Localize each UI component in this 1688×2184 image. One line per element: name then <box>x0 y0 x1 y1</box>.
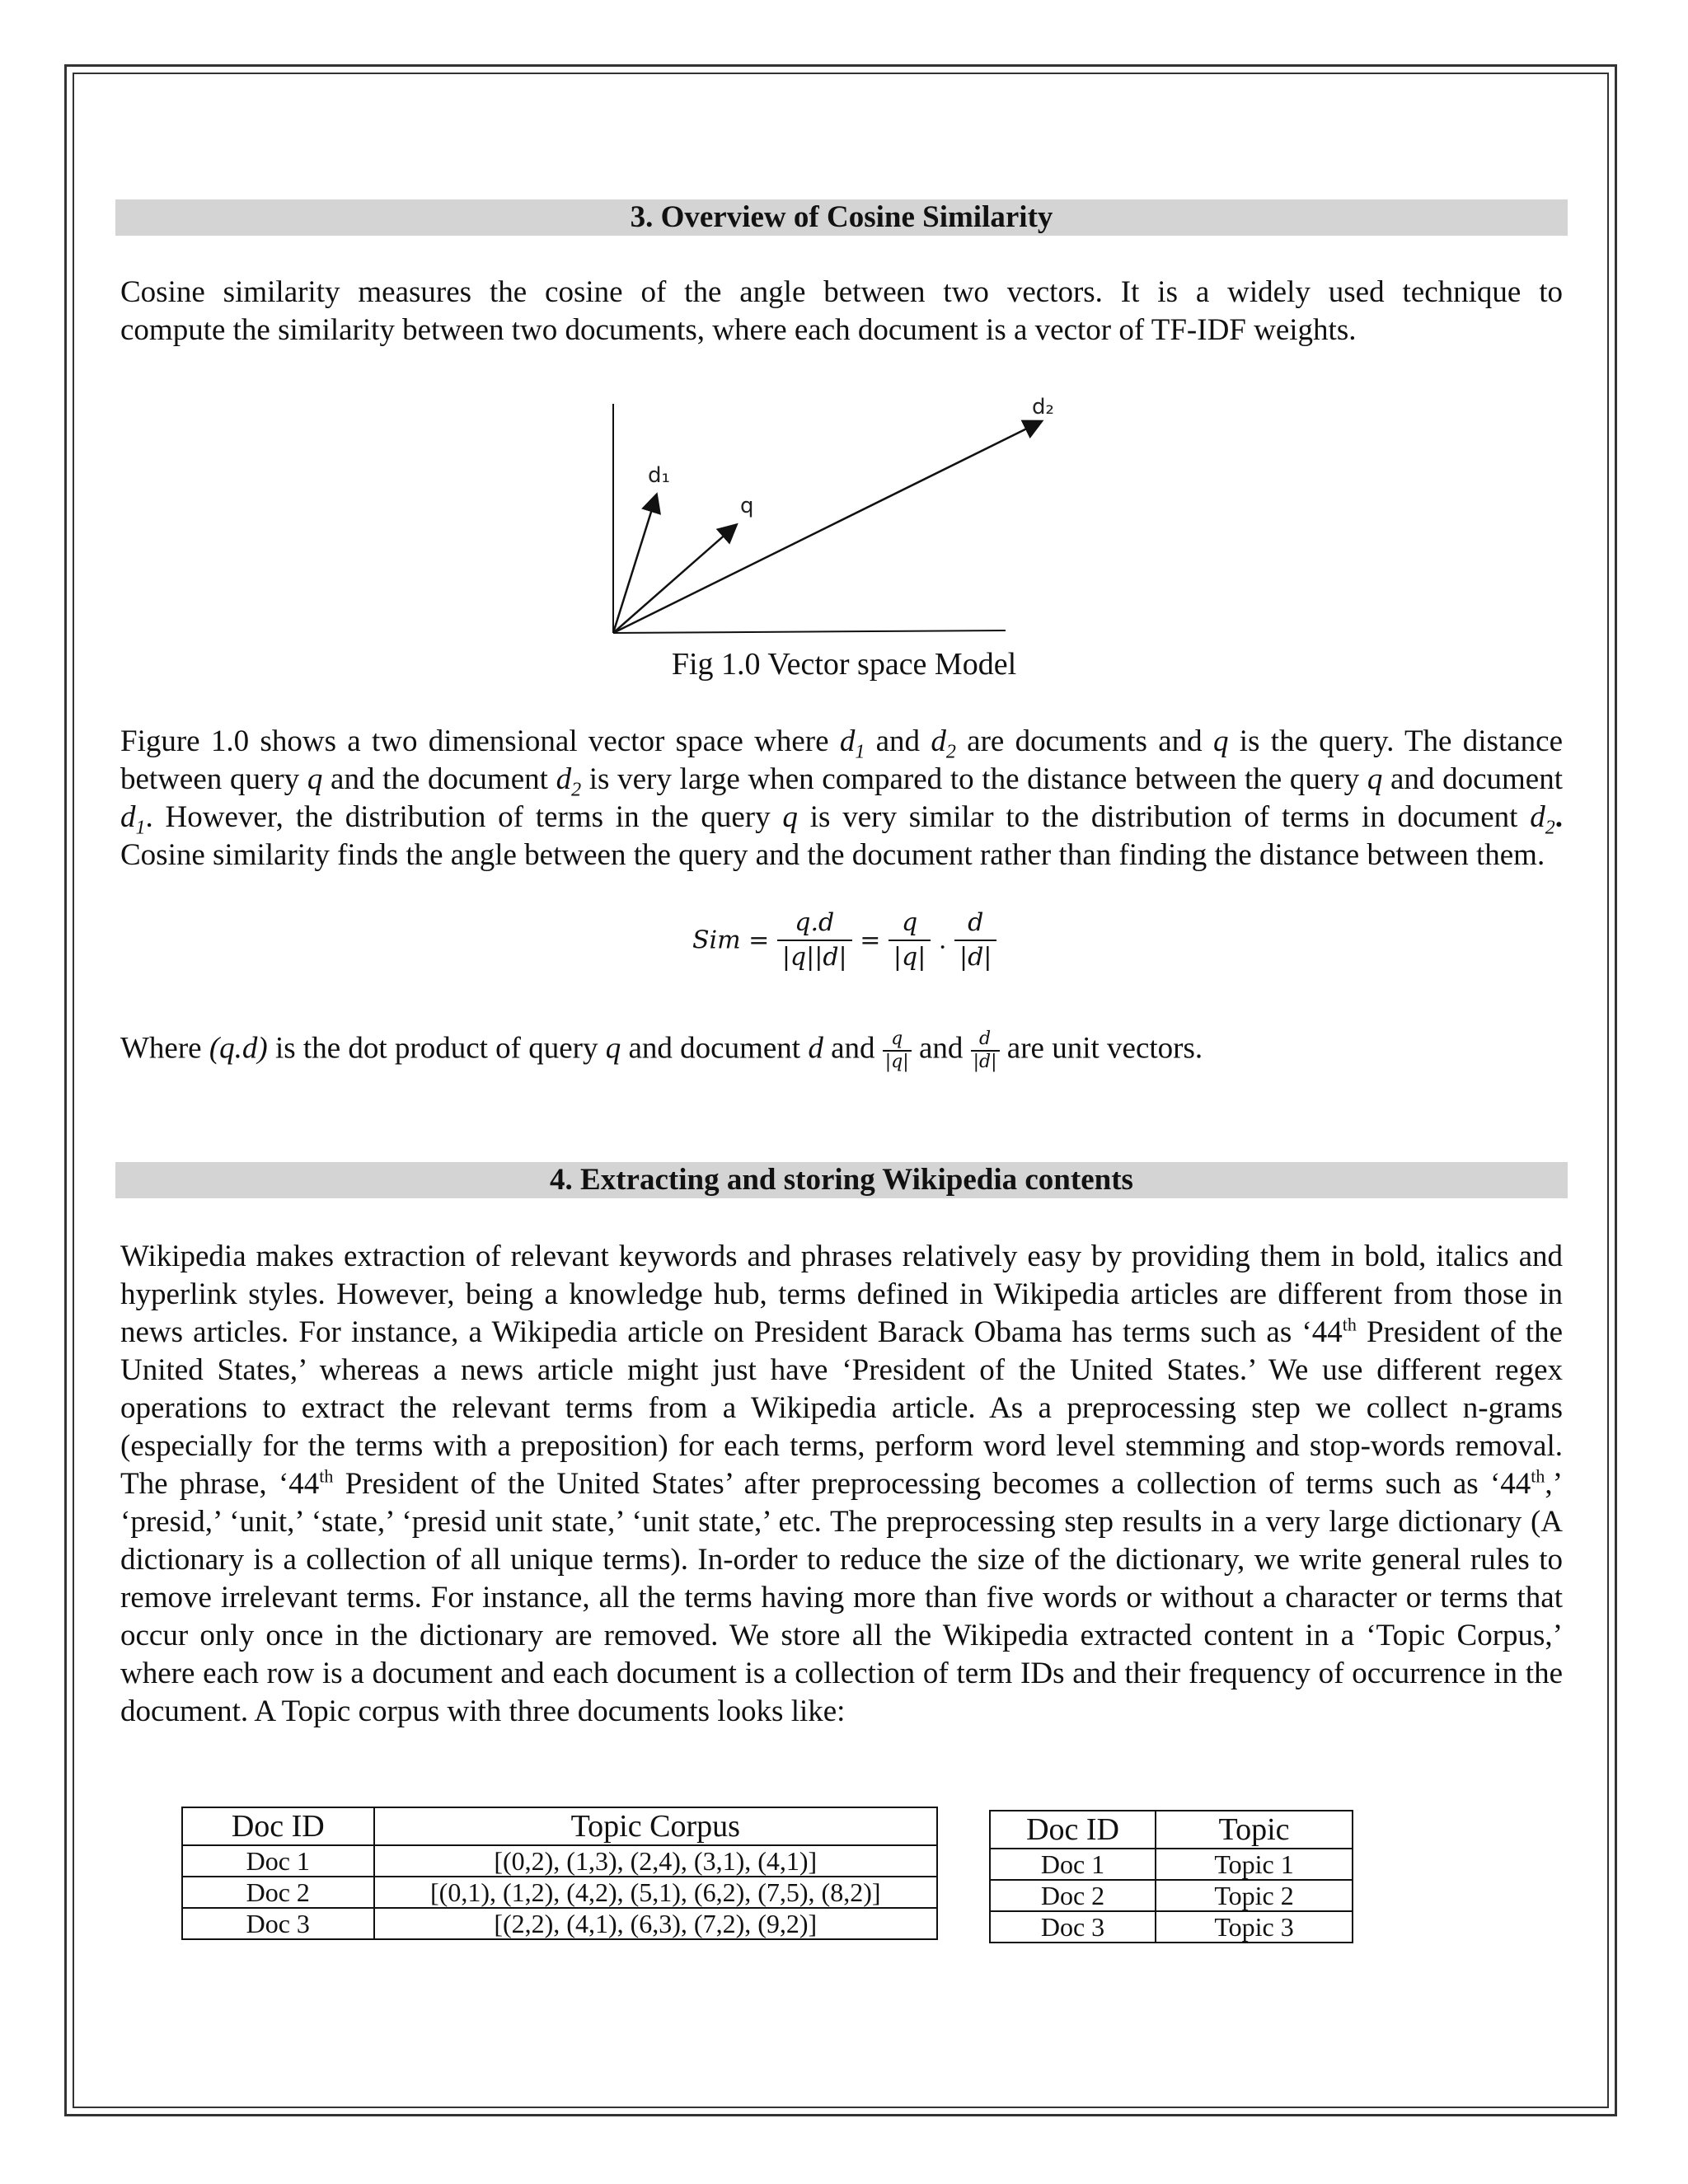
superscript: th <box>319 1465 334 1487</box>
subscript: 2 <box>571 779 582 801</box>
table-row <box>182 1845 937 1877</box>
table-cell: Doc 2 <box>182 1877 374 1908</box>
page-border-inner <box>73 73 1609 2108</box>
text: and <box>823 1031 883 1066</box>
x-axis <box>613 630 1006 633</box>
subscript: 1 <box>135 817 146 839</box>
math-d: d <box>556 762 572 796</box>
unit-vector-d <box>971 1029 1000 1073</box>
table-cell: Doc 1 <box>990 1849 1156 1880</box>
table-cell: Topic 1 <box>1156 1849 1353 1880</box>
text: ,’ ‘presid,’ ‘unit,’ ‘state,’ ‘presid unit state,’ ‘unit state,’ etc. The preprocessing step results in a very large dictionary (A dictionary is a collection of all unique terms). In-order to reduce the size of the dictionary, we write general rules to remove irrelevant terms. For instance, all the terms having more than five words or without a character or terms that occur only once in the dictionary are removed. We store all the Wikipedia extracted content in a ‘Topic Corpus,’ where each row is a document and each document is a collection of term IDs and their frequency of occurrence in the document. A Topic corpus with three documents looks like: <box>120 1467 1563 1728</box>
numerator: d <box>971 1029 1000 1052</box>
table-cell: [(0,2), (1,3), (2,4), (3,1), (4,1)] <box>374 1845 937 1877</box>
figure-caption: Fig 1.0 Vector space Model <box>671 647 1017 682</box>
fraction-d-over-norm <box>954 907 996 974</box>
column-header: Doc ID <box>990 1811 1156 1849</box>
denominator: |q| <box>884 1052 909 1072</box>
text: are unit vectors. <box>999 1031 1203 1066</box>
topic-table <box>989 1810 1353 1943</box>
formula-lhs: Sim = <box>692 926 770 955</box>
intro-paragraph <box>120 274 1563 349</box>
column-header: Topic <box>1156 1811 1353 1849</box>
table-cell: [(0,1), (1,2), (4,2), (5,1), (6,2), (7,5), (8,2)] <box>374 1877 937 1908</box>
math-d: d <box>808 1031 823 1066</box>
intro-line-2: compute the similarity between two documents, where each document is a vector of TF-IDF weights. <box>120 313 1357 347</box>
text: and <box>865 724 931 758</box>
denominator: |q||d| <box>781 943 847 972</box>
label-d1: d₁ <box>648 463 670 488</box>
denominator: |d| <box>973 1052 997 1072</box>
denominator: |d| <box>959 943 992 972</box>
text: . However, the distribution of terms in the query <box>145 800 783 834</box>
unit-vector-q <box>883 1029 912 1073</box>
table-header-row <box>182 1807 937 1845</box>
subscript: 2 <box>1545 817 1555 839</box>
numerator: q.d <box>777 907 852 941</box>
vector-d1 <box>613 496 656 633</box>
text: are documents and <box>955 724 1213 758</box>
math-q: q <box>1367 762 1383 796</box>
math-q: q <box>1212 724 1229 758</box>
table-cell: Topic 2 <box>1156 1880 1353 1911</box>
numerator: d <box>954 907 996 941</box>
table-cell: Doc 2 <box>990 1880 1156 1911</box>
table-cell: Doc 1 <box>182 1845 374 1877</box>
column-header: Topic Corpus <box>374 1807 937 1845</box>
label-d2: d₂ <box>1032 395 1054 419</box>
table-row <box>990 1911 1353 1943</box>
numerator: q <box>889 907 931 941</box>
fraction-qd-over-norms <box>777 907 852 974</box>
text: is the query. The distance between query <box>120 724 1563 796</box>
text: Figure 1.0 shows a two dimensional vector space where <box>120 724 840 758</box>
table-row <box>990 1849 1353 1880</box>
math-q: q <box>782 800 798 834</box>
denominator: |q| <box>893 943 926 972</box>
subscript: 1 <box>855 741 865 763</box>
text: Where <box>120 1031 209 1066</box>
math-d: d <box>839 724 856 758</box>
table-row <box>182 1877 937 1908</box>
table-header-row <box>990 1811 1353 1849</box>
vector-space-figure <box>577 387 1088 643</box>
bold-period: . <box>1554 800 1563 834</box>
text: and the document <box>322 762 556 796</box>
vector-q <box>613 526 735 633</box>
numerator: q <box>883 1029 912 1052</box>
table-cell: Doc 3 <box>990 1911 1156 1943</box>
math-q: q <box>307 762 323 796</box>
vector-d2 <box>613 422 1040 633</box>
table-cell: Topic 3 <box>1156 1911 1353 1943</box>
math-d: d <box>120 800 136 834</box>
math-q: q <box>605 1031 621 1066</box>
text: Cosine similarity finds the angle between the query and the document rather than finding the distance between them. <box>120 838 1545 872</box>
equals-sign: = <box>860 926 881 955</box>
text: President of the United States,’ whereas a news article might just have ‘President of the United States.’ We use different regex operations to extract the relevant terms from a Wikipedia article. As a preprocessing step we collect n-grams (especially for the terms with a preposition) for each terms, perform word level stemming and stop-words removal. The phrase, ‘44 <box>120 1315 1563 1501</box>
text: President of the United States’ after preprocessing becomes a collection of terms such as ‘44 <box>333 1467 1531 1501</box>
text: Wikipedia makes extraction of relevant keywords and phrases relatively easy by providing them in bold, italics and hyperlink styles. However, being a knowledge hub, terms defined in Wikipedia articles are different from those in news articles. For instance, a Wikipedia article on President Barack Obama has terms such as ‘44 <box>120 1240 1563 1349</box>
fraction-q-over-norm <box>889 907 931 974</box>
explanation-paragraph <box>120 723 1563 874</box>
table-cell: Doc 3 <box>182 1908 374 1939</box>
math-d: d <box>931 724 946 758</box>
table-cell: [(2,2), (4,1), (6,3), (7,2), (9,2)] <box>374 1908 937 1939</box>
superscript: th <box>1531 1465 1545 1487</box>
math-qd: (q.d) <box>209 1031 268 1066</box>
label-q: q <box>740 494 754 518</box>
math-d: d <box>1530 800 1545 834</box>
section-3-heading: 3. Overview of Cosine Similarity <box>115 199 1568 236</box>
where-line <box>120 1029 1563 1078</box>
topic-corpus-table <box>181 1807 938 1940</box>
wikipedia-paragraph <box>120 1238 1563 1731</box>
table-row <box>182 1908 937 1939</box>
cosine-formula <box>692 907 996 997</box>
text: is very large when compared to the distance between the query <box>581 762 1367 796</box>
text: and document <box>621 1031 809 1066</box>
text: and document <box>1382 762 1564 796</box>
subscript: 2 <box>945 741 956 763</box>
text: is very similar to the distribution of terms in document <box>797 800 1531 834</box>
column-header: Doc ID <box>182 1807 374 1845</box>
table-row <box>990 1880 1353 1911</box>
superscript: th <box>1342 1314 1357 1335</box>
dot-operator: . <box>938 926 947 955</box>
text: is the dot product of query <box>267 1031 606 1066</box>
intro-line-1: Cosine similarity measures the cosine of the angle between two vectors. It is a widely used technique to <box>120 275 1563 309</box>
text: and <box>911 1031 971 1066</box>
section-4-heading: 4. Extracting and storing Wikipedia contents <box>115 1162 1568 1198</box>
